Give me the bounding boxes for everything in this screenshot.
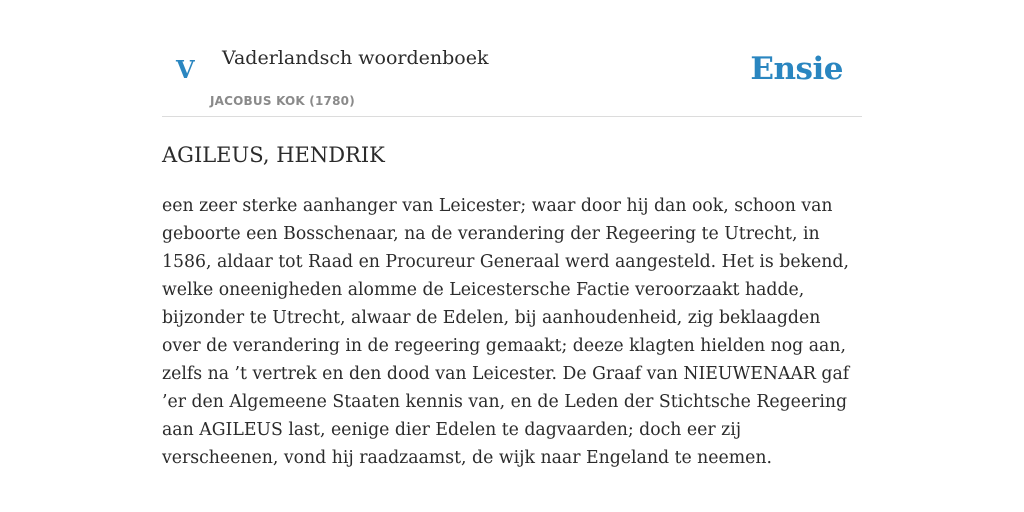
page — [162, 0, 862, 468]
book-title-link[interactable]: Vaderlandsch woordenboek — [222, 47, 489, 69]
book-header — [162, 0, 862, 117]
entry-body: een zeer sterke aanhanger van Leicester; waar door hij dan ook, schoon van geboorte een Bosschenaar, na de verandering der Regeering te Utrecht, in 1586, aldaar tot Raad en Procureur Generaal werd aangesteld. Het is bekend, welke oneenigheden alomme de Leicestersche Factie veroorzaakt hadde, bijzonder te Utrecht, alwaar de Edelen, bij aanhoudenheid, zig beklaagden over de verandering in de regeering gemaakt; deeze klagten hielden nog aan, zelfs na ’t vertrek en den dood van Leicester. De Graaf van NIEUWENAAR gaf ’er den Algemeene Staaten kennis van, en de Leden der Stichtsche Regeering aan AGILEUS last, eenige dier Edelen te dagvaarden; doch eer zij verscheenen, vond hij raadzaamst, de wijk naar Engeland te neemen. — [162, 196, 850, 468]
ensie-logo[interactable]: Ensie — [750, 51, 843, 87]
book-author: JACOBUS KOK (1780) — [210, 94, 355, 108]
book-letter-icon[interactable]: V — [176, 55, 195, 84]
entry-title: AGILEUS, HENDRIK — [162, 143, 385, 167]
